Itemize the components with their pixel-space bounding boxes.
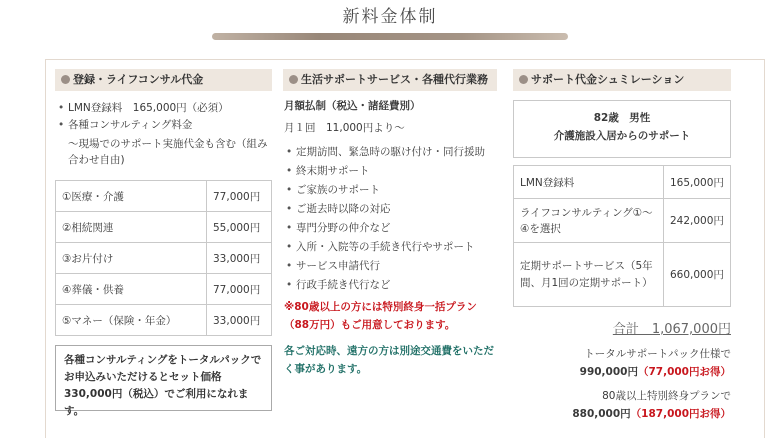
pack-savings: （77,000円お得） xyxy=(637,366,731,378)
row-price: 165,000円 xyxy=(664,166,731,199)
list-item: • ご家族のサポート xyxy=(286,181,500,200)
total-amount: 合計 1,067,000円 xyxy=(612,322,731,337)
col1-header xyxy=(55,69,272,91)
special-plan-note: ※80歳以上の方には特別終身一括プラン（88万円）もご用意しております。 xyxy=(284,301,477,331)
list-item: • 入所・入院等の手続き代行やサポート xyxy=(286,238,500,257)
list-item: • 各種コンサルティング料金 xyxy=(58,117,273,134)
list-item: • 行政手続き代行など xyxy=(286,276,500,295)
list-item: • サービス申請代行 xyxy=(286,257,500,276)
row-label: ①医療・介護 xyxy=(56,181,207,212)
row-label: ②相続関連 xyxy=(56,212,207,243)
case-line-2: 介護施設入居からのサポート xyxy=(553,130,691,142)
pack-price: 990,000円 xyxy=(579,366,638,378)
row-price: 33,000円 xyxy=(207,305,272,336)
col1-bullets xyxy=(58,100,273,134)
bullet-dot-icon xyxy=(519,75,528,84)
row-label: 定期サポートサービス（5年間、月1回の定期サポート） xyxy=(514,243,664,307)
table-row xyxy=(56,212,272,243)
list-item: • 終末期サポート xyxy=(286,162,500,181)
col3-header-label: サポート代金シュミレーション xyxy=(531,73,685,86)
bullet-dot-icon xyxy=(289,75,298,84)
row-label: ③お片付け xyxy=(56,243,207,274)
pack-label: トータルサポートパック仕様で xyxy=(584,348,731,360)
row-price: 55,000円 xyxy=(207,212,272,243)
title-underline xyxy=(212,33,568,40)
plan-label: 80歳以上特別終身プランで xyxy=(602,390,731,402)
pack-price-line xyxy=(513,364,731,381)
table-row xyxy=(56,181,272,212)
row-price: 660,000円 xyxy=(664,243,731,307)
plan-savings: （187,000円お得） xyxy=(630,408,731,420)
row-label: ライフコンサルティング①～④を選択 xyxy=(514,199,664,243)
list-item: • 専門分野の仲介など xyxy=(286,219,500,238)
table-row xyxy=(56,274,272,305)
travel-cost-note: 各ご対応時、遠方の方は別途交通費をいただく事があります。 xyxy=(284,345,494,375)
row-price: 242,000円 xyxy=(664,199,731,243)
simulation-case-box xyxy=(513,100,731,158)
col2-frequency: 月１回 11,000円より～ xyxy=(284,122,405,134)
table-row xyxy=(514,243,731,307)
table-row xyxy=(56,305,272,336)
row-label: LMN登録料 xyxy=(514,166,664,199)
col2-header xyxy=(283,69,497,91)
list-item: • ご逝去時以降の対応 xyxy=(286,200,500,219)
col2-bullets xyxy=(286,143,500,295)
table-row xyxy=(514,166,731,199)
case-line-1: 82歳 男性 xyxy=(593,112,651,124)
col2-subtitle: 月額払制（税込・諸経費別） xyxy=(284,100,421,112)
col2-header-label: 生活サポートサービス・各種代行業務 xyxy=(301,73,488,86)
row-price: 77,000円 xyxy=(207,181,272,212)
row-price: 77,000円 xyxy=(207,274,272,305)
page-title: 新料金体制 xyxy=(342,7,438,27)
row-label: ④葬儀・供養 xyxy=(56,274,207,305)
plan-price: 880,000円 xyxy=(572,408,631,420)
row-label: ⑤マネー（保険・年金） xyxy=(56,305,207,336)
plan-price-line xyxy=(513,406,731,423)
total-pack-box: 各種コンサルティングをトータルパックでお申込みいただけるとセット価格330,000円（税込）でご利用になれます。 xyxy=(55,345,272,411)
col1-note: ～現場でのサポート実施代金も含む（組み合わせ自由) xyxy=(68,138,268,166)
list-item: • LMN登録料 165,000円（必須） xyxy=(58,100,273,117)
col1-header-label: 登録・ライフコンサル代金 xyxy=(73,73,204,86)
list-item: • 定期訪問、緊急時の駆け付け・同行援助 xyxy=(286,143,500,162)
bullet-dot-icon xyxy=(61,75,70,84)
col1-price-table xyxy=(55,180,272,336)
row-price: 33,000円 xyxy=(207,243,272,274)
table-row xyxy=(514,199,731,243)
table-row xyxy=(56,243,272,274)
col3-header xyxy=(513,69,731,91)
col3-price-table xyxy=(513,165,731,307)
